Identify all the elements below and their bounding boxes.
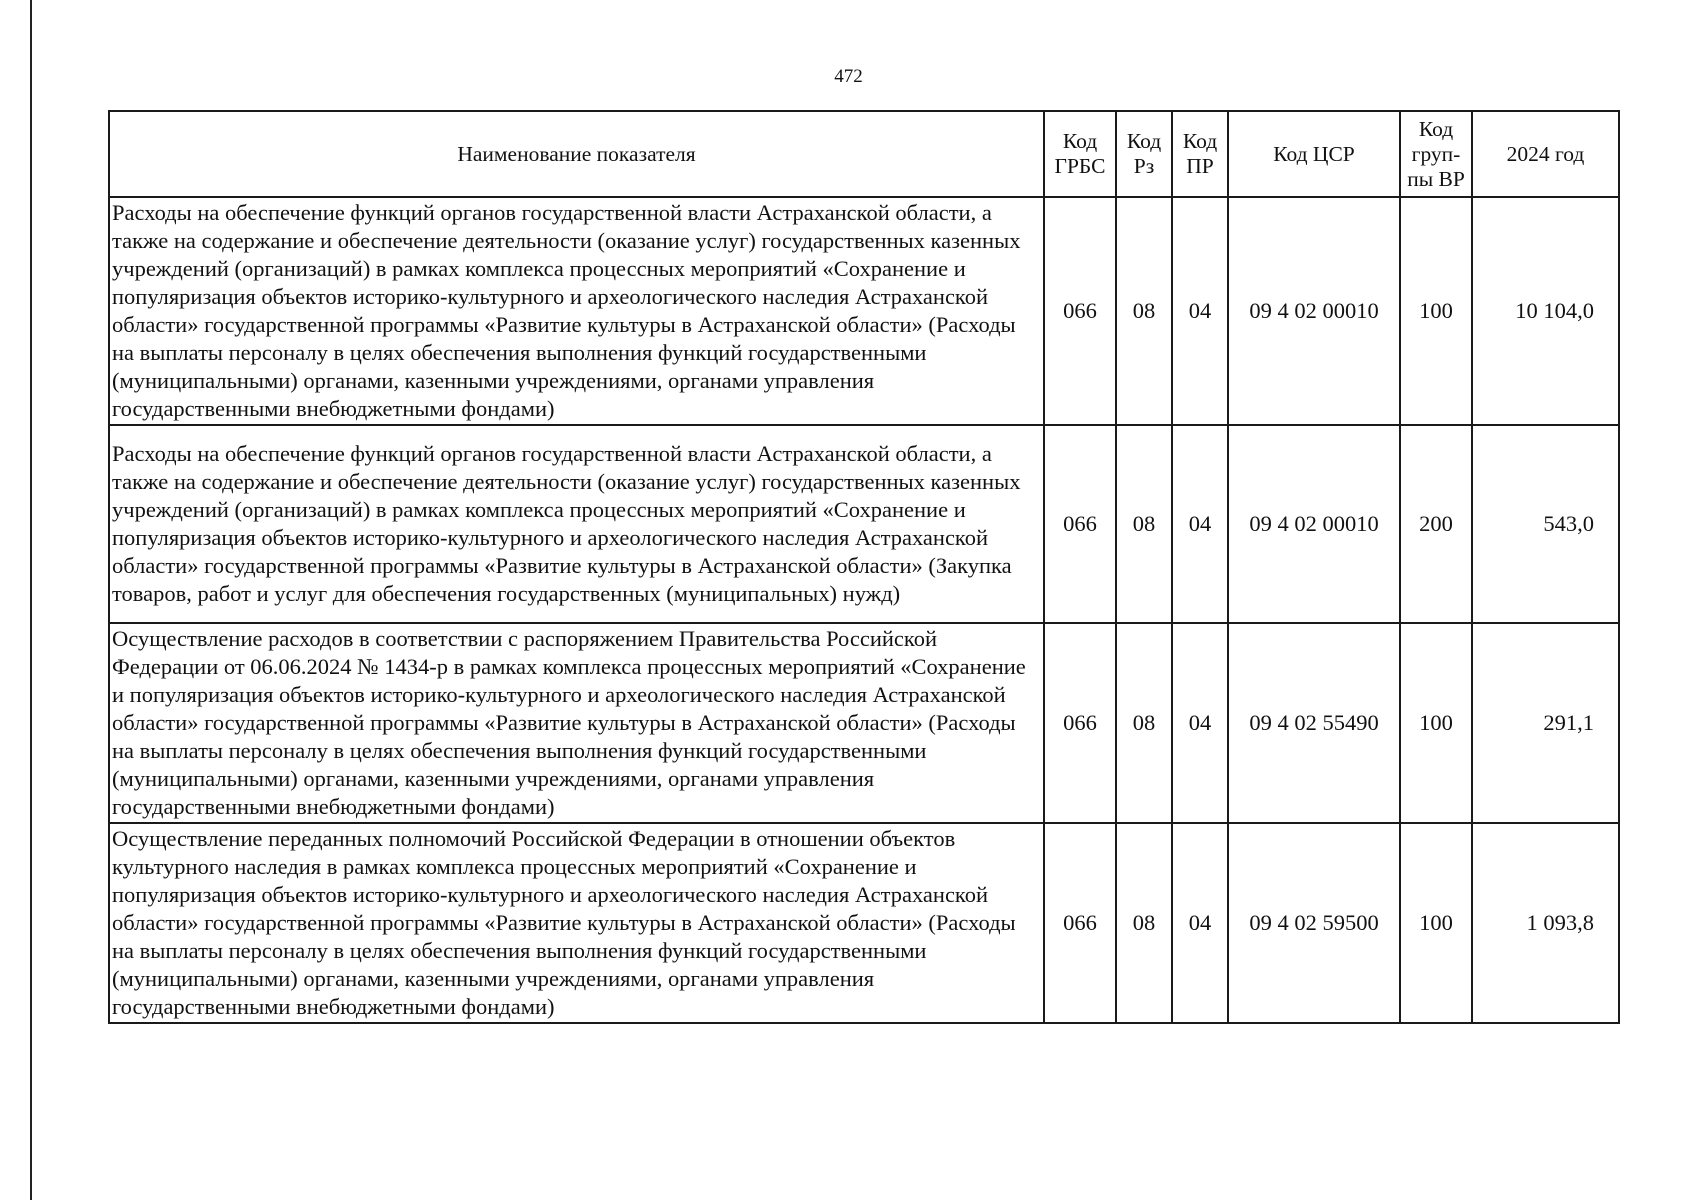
row-pr: 04 bbox=[1172, 425, 1228, 623]
row-vr: 200 bbox=[1400, 425, 1472, 623]
row-vr: 100 bbox=[1400, 623, 1472, 823]
row-amount: 543,0 bbox=[1472, 425, 1619, 623]
table-row bbox=[109, 425, 1619, 623]
row-csr: 09 4 02 00010 bbox=[1228, 197, 1400, 425]
row-rz: 08 bbox=[1116, 425, 1172, 623]
row-amount: 10 104,0 bbox=[1472, 197, 1619, 425]
header-name: Наименование показателя bbox=[109, 111, 1044, 197]
header-csr: Код ЦСР bbox=[1228, 111, 1400, 197]
page-number: 472 bbox=[834, 66, 863, 87]
row-name: Осуществление расходов в соответствии с распоряжением Правительства Российской Федерации от 06.06.2024 № 1434-р в рамках комплекса процессных мероприятий «Сохранение и популяризация объектов историко-культурного и археологического наследия Астраханской области» государственной программы «Развитие культуры в Астраханской области» (Расходы на выплаты персоналу в целях обеспечения выполнения функций государственными (муниципальными) органами, казенными учреждениями, органами управления государственными внебюджетными фондами) bbox=[109, 623, 1044, 823]
header-rz: Код Рз bbox=[1116, 111, 1172, 197]
row-pr: 04 bbox=[1172, 623, 1228, 823]
table-header-row bbox=[109, 111, 1619, 197]
row-grbs: 066 bbox=[1044, 823, 1116, 1023]
header-year: 2024 год bbox=[1472, 111, 1619, 197]
row-grbs: 066 bbox=[1044, 425, 1116, 623]
row-pr: 04 bbox=[1172, 197, 1228, 425]
table-row bbox=[109, 197, 1619, 425]
row-rz: 08 bbox=[1116, 197, 1172, 425]
row-name: Осуществление переданных полномочий Российской Федерации в отношении объектов культурного наследия в рамках комплекса процессных мероприятий «Сохранение и популяризация объектов историко-культурного и археологического наследия Астраханской области» государственной программы «Развитие культуры в Астраханской области» (Расходы на выплаты персоналу в целях обеспечения выполнения функций государственными (муниципальными) органами, казенными учреждениями, органами управления государственными внебюджетными фондами) bbox=[109, 823, 1044, 1023]
row-amount: 1 093,8 bbox=[1472, 823, 1619, 1023]
table-row bbox=[109, 823, 1619, 1023]
row-grbs: 066 bbox=[1044, 623, 1116, 823]
binding-margin-line bbox=[30, 0, 32, 1200]
row-name: Расходы на обеспечение функций органов государственной власти Астраханской области, а также на содержание и обеспечение деятельности (оказание услуг) государственных казенных учреждений (организаций) в рамках комплекса процессных мероприятий «Сохранение и популяризация объектов историко-культурного и археологического наследия Астраханской области» государственной программы «Развитие культуры в Астраханской области» (Расходы на выплаты персоналу в целях обеспечения выполнения функций государственными (муниципальными) органами, казенными учреждениями, органами управления государственными внебюджетными фондами) bbox=[109, 197, 1044, 425]
row-name: Расходы на обеспечение функций органов государственной власти Астраханской области, а также на содержание и обеспечение деятельности (оказание услуг) государственных казенных учреждений (организаций) в рамках комплекса процессных мероприятий «Сохранение и популяризация объектов историко-культурного и археологического наследия Астраханской области» государственной программы «Развитие культуры в Астраханской области» (Закупка товаров, работ и услуг для обеспечения государственных (муниципальных) нужд) bbox=[109, 425, 1044, 623]
header-vr: Код груп-пы ВР bbox=[1400, 111, 1472, 197]
budget-table bbox=[108, 110, 1620, 1024]
row-amount: 291,1 bbox=[1472, 623, 1619, 823]
row-csr: 09 4 02 55490 bbox=[1228, 623, 1400, 823]
header-grbs: Код ГРБС bbox=[1044, 111, 1116, 197]
header-pr: Код ПР bbox=[1172, 111, 1228, 197]
row-rz: 08 bbox=[1116, 623, 1172, 823]
row-csr: 09 4 02 59500 bbox=[1228, 823, 1400, 1023]
row-pr: 04 bbox=[1172, 823, 1228, 1023]
table-row bbox=[109, 623, 1619, 823]
row-csr: 09 4 02 00010 bbox=[1228, 425, 1400, 623]
row-vr: 100 bbox=[1400, 823, 1472, 1023]
row-rz: 08 bbox=[1116, 823, 1172, 1023]
row-grbs: 066 bbox=[1044, 197, 1116, 425]
row-vr: 100 bbox=[1400, 197, 1472, 425]
